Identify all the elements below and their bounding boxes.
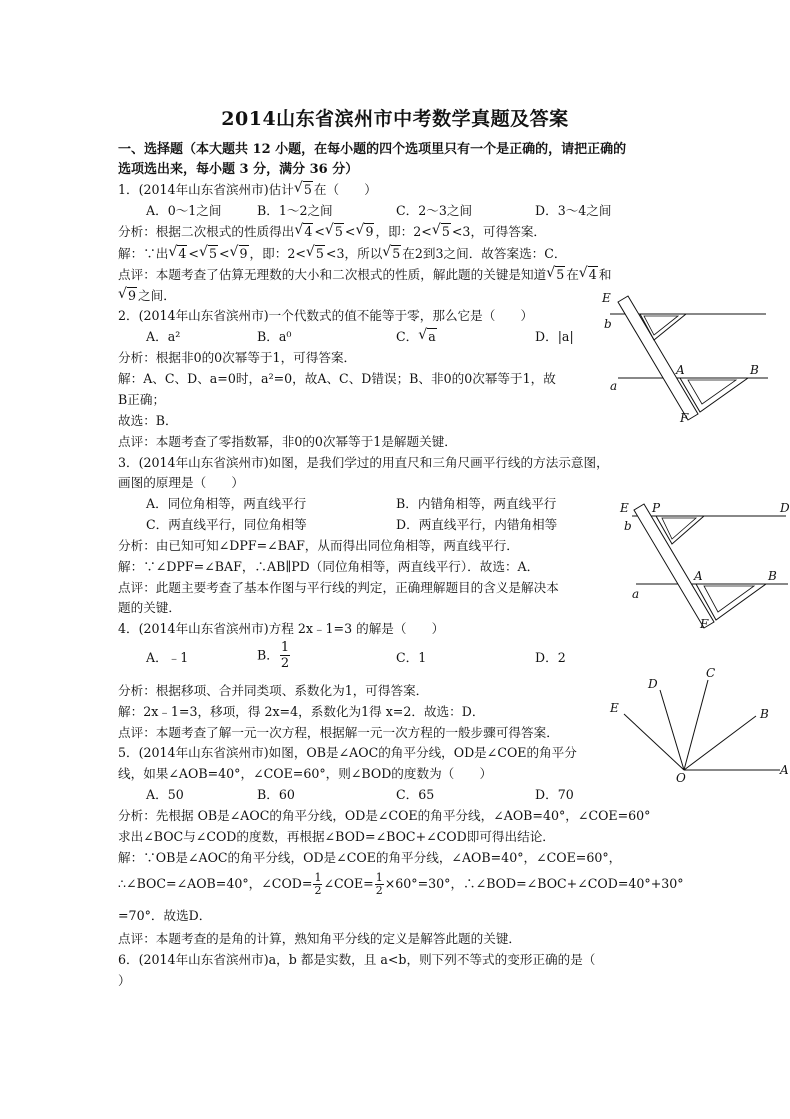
label-b: b [624,519,632,533]
q4-option-a: A．﹣1 [146,650,189,665]
figure-ruler-triangle-1 [596,288,774,424]
radical: √ 4 [168,244,187,261]
q3-stem-line1: 3．(2014年山东省滨州市)如图，是我们学过的用直尺和三角尺画平行线的方法示意图， [118,455,609,470]
ray-OD [660,690,684,770]
page-title: 2014山东省滨州市中考数学真题及答案 [221,108,569,130]
q1-comment: 点评：本题考查了估算无理数的大小和二次根式的性质，解此题的关键是知道 √ 5 在 √ 4 和 [118,265,611,285]
ruler [634,504,714,628]
q1-option-c: C．2～3之间 [396,203,473,218]
q5-stem-line2: 线，如果∠AOB=40°，∠COE=60°，则∠BOD的度数为（ ） [118,766,493,781]
radical: √ 9 [355,222,374,239]
label-E: E [610,701,619,715]
q5-comment: 点评：本题考查的是角的计算，熟知角平分线的定义是解答此题的关键． [118,931,521,946]
q2-analysis: 分析：根据非0的0次幂等于1，可得答案． [118,350,357,365]
label-B: B [750,363,759,377]
radical: √ 5 [198,244,217,261]
fraction: $\frac{1}{2}$ [314,871,322,897]
q2-option-b: B．a⁰ [257,329,292,344]
q3-comment-line2: 题的关键． [118,600,181,615]
q2-option-a: A．a² [146,329,181,344]
q1-comment-cont: √ 9 之间． [118,286,176,306]
q5-option-a: A．50 [146,787,184,802]
q2-solution-line2: B正确； [118,392,166,407]
q5-solution-line3: =70°．故选D． [118,908,212,923]
label-A: A [780,763,789,777]
q3-analysis: 分析：由已知可知∠DPF=∠BAF，从而得出同位角相等，两直线平行． [118,538,519,553]
q5-analysis-line2: 求出∠BOC与∠COD的度数，再根据∠BOD=∠BOC+∠COD即可得出结论． [118,829,555,844]
label-O: O [676,771,686,784]
q5-option-b: B．60 [257,787,295,802]
label-E: E [602,291,611,305]
label-D: D [780,501,790,515]
radical: √ 9 [229,244,248,261]
q2-choose: 故选：B． [118,413,178,428]
q4-stem: 4．(2014年山东省滨州市)方程 2x﹣1=3 的解是（ ） [118,621,445,636]
radical: √ 9 [118,286,137,303]
q2-stem: 2．(2014年山东省滨州市)一个代数式的值不能等于零，那么它是（ ） [118,308,534,323]
q3-comment-line1: 点评：此题主要考查了基本作图与平行线的判定，正确理解题目的含义是解决本 [118,580,559,595]
q1-analysis: 分析：根据二次根式的性质得出 √ 4 < √ 5 < √ 9 ，即：2< √ 5 <3，可得答案． [118,222,546,242]
fraction: $\frac{1}{2}$ [375,871,383,897]
q2-option-c: C． √ a [396,327,438,347]
q1-option-b: B．1～2之间 [257,203,333,218]
q5-option-d: D．70 [535,787,574,802]
label-F: F [700,617,709,631]
label-D: D [648,677,658,691]
label-C: C [706,666,716,680]
label-E: E [620,501,629,515]
label-B: B [768,569,777,583]
q2-comment: 点评：本题考查了零指数幂，非0的0次幂等于1是解题关键． [118,434,457,449]
ray-OC [684,680,708,770]
radical: √ 4 [578,265,597,282]
q4-option-c: C．1 [396,650,427,665]
label-a: a [632,587,640,601]
q1-stem-suffix: 在（ ） [313,182,377,197]
q1-option-a: A．0～1之间 [146,203,222,218]
q3-solution: 解：∵∠DPF=∠BAF，∴AB∥PD（同位角相等，两直线平行）．故选：A． [118,559,540,574]
radical: √ 5 [305,244,324,261]
q3-option-d: D．两直线平行，内错角相等 [396,517,558,532]
radical: √ 5 [324,222,343,239]
q3-option-a: A．同位角相等，两直线平行 [146,496,307,511]
figure-angles [604,664,790,784]
q6-stem-line2: ） [118,973,131,988]
section-heading-line1: 一、选择题（本大题共 12 小题，在每小题的四个选项里只有一个是正确的，请把正确的 [118,142,627,157]
figure-ruler-triangle-2 [618,500,790,636]
q4-option-d: D．2 [535,650,566,665]
ray-OB [684,716,756,770]
q3-option-b: B．内错角相等，两直线平行 [396,496,557,511]
label-P: P [652,501,661,515]
q1-solution: 解：∵出 √ 4 < √ 5 < √ 9 ，即：2< √ 5 <3，所以 √ 5 在2到3之间．故答案选：C． [118,244,567,264]
radical: √ a [418,327,436,344]
q6-stem-line1: 6．(2014年山东省滨州市)a，b 都是实数，且 a<b，则下列不等式的变形正确的是（ [118,952,596,967]
triangle-lower-inner [704,586,754,612]
label-B: B [760,707,769,721]
q5-option-c: C．65 [396,787,435,802]
ray-OE [624,714,684,770]
radical: √ 5 [382,244,401,261]
q1-option-d: D．3～4之间 [535,203,612,218]
q4-analysis: 分析：根据移项、合并同类项、系数化为1，可得答案． [118,683,429,698]
label-F: F [680,411,689,424]
q5-solution-line2: ∴∠BOC=∠AOB=40°，∠COD= $\frac{1}{2}$ ∠COE= $\frac{1}{2}$ ×60°=30°，∴∠BOD=∠BOC+∠COD=40°+30° [118,871,684,897]
q5-solution-line1: 解：∵OB是∠AOC的角平分线，OD是∠COE的角平分线，∠AOB=40°，∠COE=60°， [118,850,622,865]
q3-option-c: C．两直线平行，同位角相等 [146,517,307,532]
radical: √ 5 [431,222,450,239]
q4-solution: 解：2x﹣1=3，移项，得 2x=4，系数化为1得 x=2．故选：D． [118,704,485,719]
q5-stem-line1: 5．(2014年山东省滨州市)如图，OB是∠AOC的角平分线，OD是∠COE的角平分 [118,745,577,760]
q2-option-d: D．|a| [535,329,574,344]
label-b: b [604,317,612,331]
q3-stem-line2: 画图的原理是（ ） [118,475,244,490]
radical: √ 4 [294,222,313,239]
q1-stem-radical: √ 5 [293,180,312,197]
label-a: a [610,379,618,393]
q4-option-b: B． $\frac{1}{2}$ [257,640,290,671]
label-A: A [694,569,703,583]
radical: √ 5 [546,265,565,282]
q4-comment: 点评：本题考查了解一元一次方程，根据解一元一次方程的一般步骤可得答案． [118,725,559,740]
q1-stem-prefix: 1．(2014年山东省滨州市)估计 [118,182,294,197]
fraction: $\frac{1}{2}$ [280,640,290,671]
q1-stem [118,180,377,200]
section-heading-line2: 选项选出来，每小题 3 分，满分 36 分） [118,162,359,177]
q2-solution-line1: 解：A、C、D、a=0时，a²=0，故A、C、D错误；B、非0的0次幂等于1，故 [118,371,556,386]
q5-analysis-line1: 分析：先根据 OB是∠AOC的角平分线，OD是∠COE的角平分线，∠AOB=40°，∠COE=60° [118,808,651,823]
label-A: A [676,363,685,377]
